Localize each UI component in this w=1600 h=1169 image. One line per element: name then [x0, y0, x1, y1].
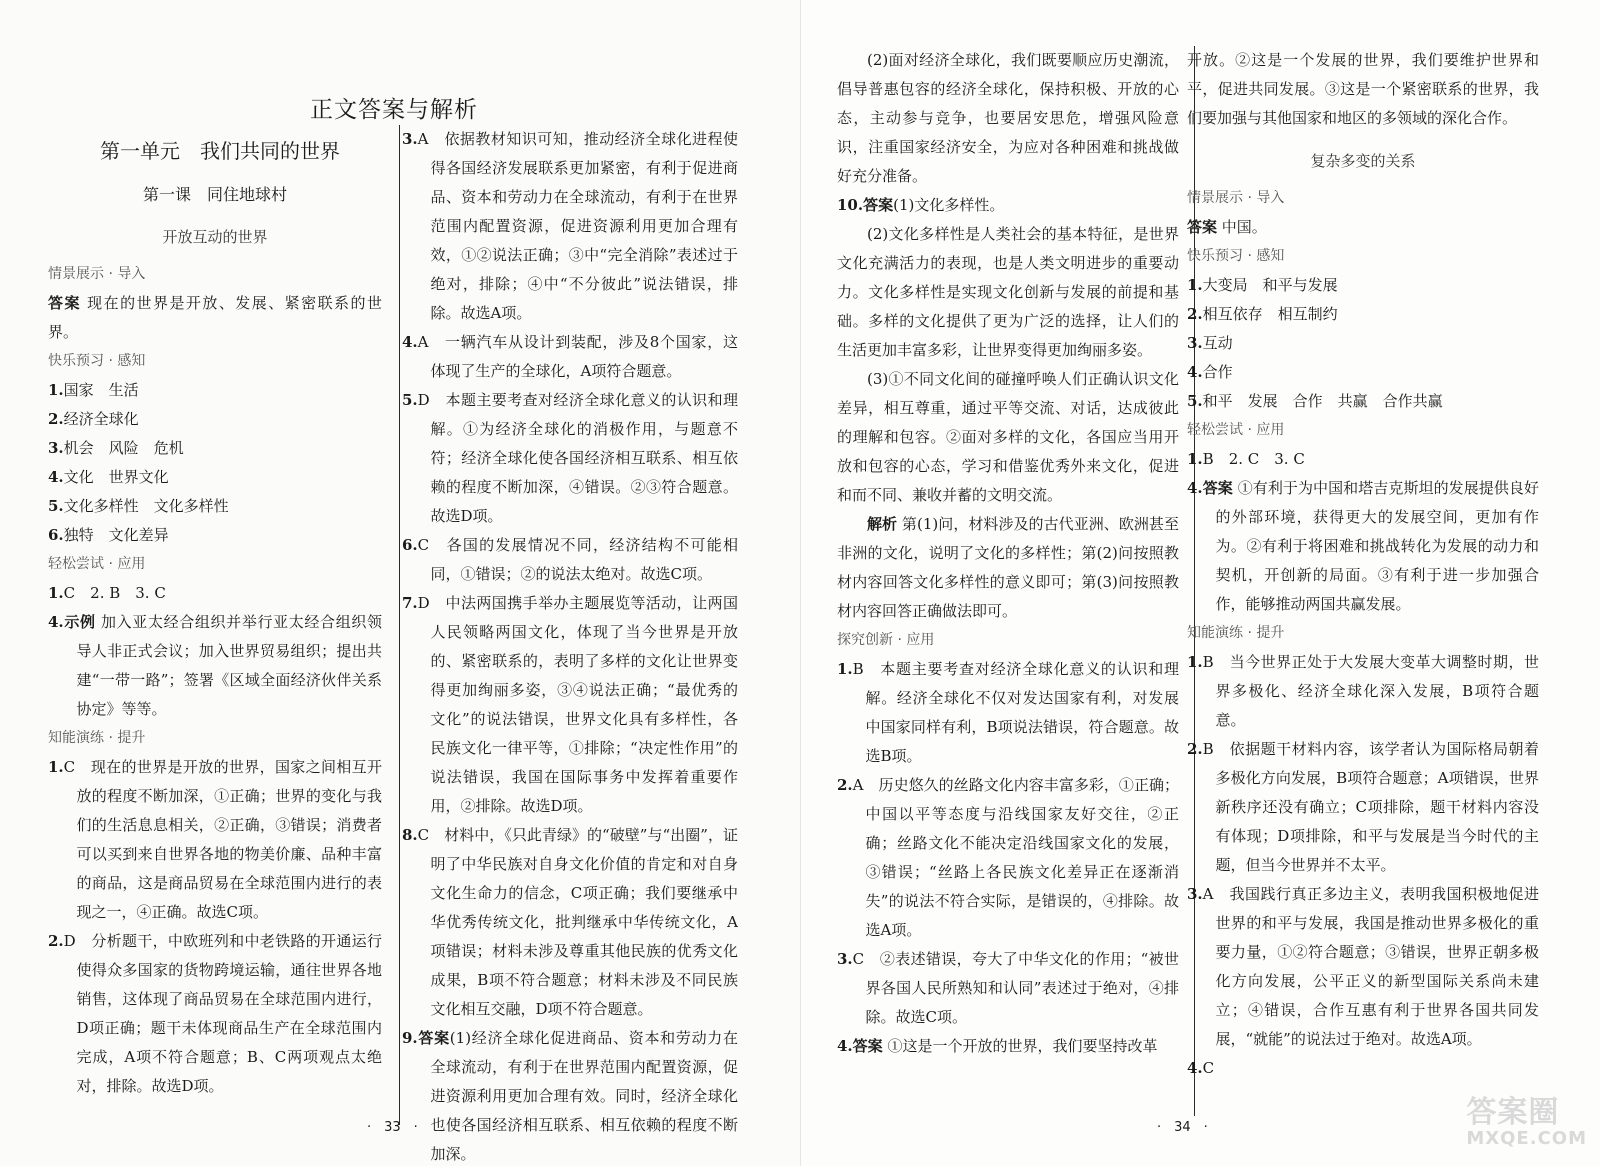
answer-number: 4. — [48, 468, 64, 486]
answer-text: ①这是一个开放的世界，我们要坚持改革 — [882, 1037, 1158, 1055]
answer-item — [837, 771, 1179, 945]
answer-text: A 一辆汽车从设计到装配，涉及8个国家，这体现了生产的全球化，A项符合题意。 — [417, 333, 738, 380]
answer-item — [1187, 300, 1539, 329]
answer-item — [48, 927, 382, 1101]
answer-item — [48, 608, 382, 724]
answer-number: 9. — [402, 1029, 418, 1047]
section-heading: 快乐预习 · 感知 — [1187, 248, 1285, 264]
page-34 — [800, 0, 1600, 1166]
answer-text: D 本题主要考查对经济全球化意义的认识和理解。①为经济全球化的消极作用，与题意不符；经济全球化使各国经济相互联系、相互依赖的程度不断加深，④错误。②③符合题意。故选D项。 — [417, 391, 738, 525]
answer-item — [837, 945, 1179, 1032]
answer-item — [1187, 387, 1539, 416]
answer-number: 8. — [402, 826, 418, 844]
answer-label: 答案 — [852, 1037, 883, 1055]
answer-number: 3. — [402, 130, 418, 148]
answer-item — [402, 821, 738, 1024]
answer-item — [1187, 445, 1539, 474]
answer-text: 国家 生活 — [63, 381, 139, 399]
answer-text: 现在的世界是开放、发展、紧密联系的世界。 — [48, 294, 382, 341]
answer-item — [402, 328, 738, 386]
section-heading: 情景展示 · 导入 — [48, 266, 146, 282]
answer-label: 答案 — [863, 196, 894, 214]
answer-item — [1187, 213, 1539, 242]
answer-text: 和平 发展 合作 共赢 合作共赢 — [1202, 392, 1443, 410]
answer-text: 开放。②这是一个发展的世界，我们要维护世界和平，促进共同发展。③这是一个紧密联系的世界，我们要加强与其他国家和地区的多领域的深化合作。 — [1187, 51, 1539, 127]
answer-item — [402, 589, 738, 821]
answer-paragraph — [837, 510, 1179, 626]
answer-number: 1. — [837, 660, 853, 678]
answer-number: 5. — [48, 497, 64, 515]
answer-text: B 2. C 3. C — [1202, 450, 1305, 468]
answer-text: C 材料中，《只此青绿》的“破壁”与“出圈”，证明了中华民族对自身文化价值的肯定和对自身文化生命力的信念，C项正确；我们要继承中华优秀传统文化，批判继承中华传统文化，A项错误；材料未涉及尊重其他民族的优秀文化成果，B项不符合题意；材料未涉及不同民族文化相互交融，D项不符合题意。 — [417, 826, 738, 1018]
answer-number: 2. — [1187, 740, 1203, 758]
answer-item — [48, 492, 382, 521]
answer-text: A 依据教材知识可知，推动经济全球化进程使得各国经济发展联系更加紧密，有利于促进商品、资本和劳动力在全球流动，有利于在世界范围内配置资源，促进资源利用更加合理有效，①②说法正确；③中“完全消除”表述过于绝对，排除；④中“不分彼此”说法错误，排除。故选A项。 — [417, 130, 738, 322]
section-heading: 轻松尝试 · 应用 — [1187, 422, 1285, 438]
answer-text: D 分析题干，中欧班列和中老铁路的开通运行使得众多国家的货物跨境运输，通往世界各地销售，这体现了商品贸易在全球范围内进行，D项正确；题干未体现商品生产在全球范围内完成，A项不符合题意；B、C两项观点太绝对，排除。故选D项。 — [63, 932, 382, 1095]
answer-number: 4. — [48, 613, 64, 631]
section-heading: 探究创新 · 应用 — [837, 632, 935, 648]
answer-item — [48, 579, 382, 608]
answer-text: (2)文化多样性是人类社会的基本特征，是世界文化充满活力的表现，也是人类文明进步的重要动力。文化多样性是实现文化创新与发展的前提和基础。多样的文化提供了更为广泛的选择，让人们的生活更加丰富多彩，让世界变得更加绚丽多姿。 — [837, 225, 1179, 359]
answer-number: 2. — [837, 776, 853, 794]
answer-label: 示例 — [63, 613, 96, 631]
answer-item — [1187, 1054, 1539, 1083]
answer-text: D 中法两国携手举办主题展览等活动，让两国人民领略两国文化，体现了当今世界是开放的、紧密联系的，表明了多样的文化让世界变得更加绚丽多姿，③④说法正确；“最优秀的文化”的说法错误，世界文化具有多样性，各民族文化一律平等，①排除；“决定性作用”的说法错误，我国在国际事务中发挥着重要作用，②排除。故选D项。 — [417, 594, 738, 815]
section-heading: 轻松尝试 · 应用 — [48, 556, 146, 572]
answer-number: 1. — [48, 584, 64, 602]
answer-number: 10. — [837, 196, 864, 214]
answer-item — [48, 289, 382, 347]
answer-item — [402, 531, 738, 589]
answer-item — [48, 463, 382, 492]
answer-text: 文化 世界文化 — [63, 468, 169, 486]
answer-number: 3. — [48, 439, 64, 457]
answer-item — [1187, 648, 1539, 735]
answer-number: 1. — [48, 758, 64, 776]
right-column-1 — [837, 46, 1179, 1061]
answer-number: 4. — [1187, 479, 1203, 497]
answer-item — [402, 125, 738, 328]
answer-text: B 当今世界正处于大发展大变革大调整时期，世界多极化、经济全球化深入发展，B项符合题意。 — [1202, 653, 1539, 729]
answer-text: (2)面对经济全球化，我们既要顺应历史潮流，倡导普惠包容的经济全球化，保持积极、开放的心态，主动参与竞争，也要居安思危，增强风险意识，注重国家经济安全，为应对各种困难和挑战做好充分准备。 — [837, 51, 1179, 185]
answer-number: 3. — [837, 950, 853, 968]
answer-number: 4. — [402, 333, 418, 351]
answer-number: 6. — [48, 526, 64, 544]
answer-text: 相互依存 相互制约 — [1202, 305, 1338, 323]
answer-number: 4. — [837, 1037, 853, 1055]
left-column-1 — [48, 125, 382, 1101]
answer-label: 解析 — [867, 515, 898, 533]
answer-number: 1. — [1187, 653, 1203, 671]
answer-label: 答案 — [48, 294, 81, 312]
watermark-logo — [1466, 1095, 1587, 1149]
column-divider — [399, 125, 400, 1125]
answer-text: C 现在的世界是开放的世界，国家之间相互开放的程度不断加深，①正确；世界的变化与我们的生活息息相关，②正确，③错误；消费者可以买到来自世界各地的物美价廉、品种丰富的商品，这是商品贸易在全球范围内进行的表现之一，④正确。故选C项。 — [63, 758, 382, 921]
answer-text: 经济全球化 — [63, 410, 139, 428]
answer-label: 答案 — [1187, 218, 1218, 236]
answer-text: 机会 风险 危机 — [63, 439, 184, 457]
answer-text: 加入亚太经合组织并举行亚太经合组织领导人非正式会议；加入世界贸易组织；提出共建“一带一路”；签署《区域全面经济伙伴关系协定》等等。 — [76, 613, 382, 718]
section-heading: 知能演练 · 提升 — [48, 730, 146, 746]
answer-item — [1187, 358, 1539, 387]
answer-item — [1187, 474, 1539, 619]
answer-text: A 我国践行真正多边主义，表明我国积极地促进世界的和平与发展，我国是推动世界多极化的重要力量，①②符合题意；③错误，世界正朝多极化方向发展，公平正义的新型国际关系尚未建立；④错误，合作互惠有利于世界各国共同发展，“就能”的说法过于绝对。故选A项。 — [1202, 885, 1539, 1048]
section-title: 复杂多变的关系 — [1310, 152, 1416, 170]
unit-title: 第一单元 我们共同的世界 — [100, 139, 340, 163]
answer-number: 7. — [402, 594, 418, 612]
answer-item — [48, 753, 382, 927]
answer-text: B 依据题干材料内容，该学者认为国际格局朝着多极化方向发展，B项符合题意；A项错误，世界新秩序还没有确立；C项排除，题干材料内容没有体现；D项排除，和平与发展是当今时代的主题，但当今世界并不太平。 — [1202, 740, 1539, 874]
answer-number: 2. — [48, 932, 64, 950]
answer-item — [48, 434, 382, 463]
answer-item — [837, 1032, 1179, 1061]
section-heading: 知能演练 · 提升 — [1187, 625, 1285, 641]
section-heading: 快乐预习 · 感知 — [48, 353, 146, 369]
answer-number: 3. — [1187, 885, 1203, 903]
answer-item — [48, 376, 382, 405]
answer-item — [48, 405, 382, 434]
answer-number: 4. — [1187, 1059, 1203, 1077]
answer-number: 5. — [1187, 392, 1203, 410]
answer-item — [1187, 735, 1539, 880]
answer-number: 2. — [48, 410, 64, 428]
answer-number: 4. — [1187, 363, 1203, 381]
page-33 — [0, 0, 800, 1166]
lesson-title: 第一课 同住地球村 — [142, 185, 287, 204]
answer-item — [1187, 880, 1539, 1054]
answer-item — [837, 655, 1179, 771]
answer-item — [1187, 271, 1539, 300]
answer-text: (3)①不同文化间的碰撞呼唤人们正确认识文化差异，相互尊重，通过平等交流、对话，达成彼此的理解和包容。②面对多样的文化，各国应当用开放和包容的心态，学习和借鉴优秀外来文化，促进和而不同、兼收并蓄的文明交流。 — [837, 370, 1179, 504]
watermark-text: 答案圈 — [1466, 1095, 1560, 1130]
answer-item — [837, 191, 1179, 220]
answer-number: 5. — [402, 391, 418, 409]
answer-paragraph — [837, 46, 1179, 191]
page-number: · 33 · — [367, 1120, 418, 1135]
answer-text: C ②表述错误，夸大了中华文化的作用；“被世界各国人民所熟知和认同”表述过于绝对，④排除。故选C项。 — [852, 950, 1179, 1026]
answer-item — [48, 521, 382, 550]
answer-item — [402, 1024, 738, 1169]
section-heading: 情景展示 · 导入 — [1187, 190, 1285, 206]
answer-item — [1187, 329, 1539, 358]
answer-text: 大变局 和平与发展 — [1202, 276, 1338, 294]
answer-text: 互动 — [1202, 334, 1233, 352]
answer-label: 答案 — [1202, 479, 1233, 497]
answer-text: ①有利于为中国和塔吉克斯坦的发展提供良好的外部环境，获得更大的发展空间，更加有作为。②有利于将困难和挑战转化为发展的动力和契机，开创新的局面。③有利于进一步加强合作，能够推动两国共赢发展。 — [1215, 479, 1539, 613]
answer-text: A 历史悠久的丝路文化内容丰富多彩，①正确；中国以平等态度与沿线国家友好交往，②正确；丝路文化不能决定沿线国家文化的发展，③错误；“丝路上各民族文化差异正在逐渐消失”的说法不符合实际，是错误的，④排除。故选A项。 — [852, 776, 1179, 939]
answer-item — [402, 386, 738, 531]
answer-text: C — [1202, 1059, 1215, 1077]
right-column-2 — [1187, 46, 1539, 1083]
answer-number: 1. — [1187, 276, 1203, 294]
answer-paragraph — [837, 365, 1179, 510]
answer-number: 2. — [1187, 305, 1203, 323]
answer-number: 1. — [48, 381, 64, 399]
answer-text: (1)经济全球化促进商品、资本和劳动力在全球流动，有利于在世界范围内配置资源，促进资源利用更加合理有效。同时，经济全球化也使各国经济相互联系、相互依赖的程度不断加深。 — [430, 1029, 738, 1163]
left-column-2 — [402, 125, 738, 1169]
answer-text: C 2. B 3. C — [63, 584, 166, 602]
answer-text: 中国。 — [1217, 218, 1267, 236]
answer-text: 文化多样性 文化多样性 — [63, 497, 229, 515]
answer-paragraph — [837, 220, 1179, 365]
answers-title: 正文答案与解析 — [310, 97, 478, 124]
page-number: · 34 · — [1157, 1120, 1208, 1135]
answer-text: (1)文化多样性。 — [893, 196, 1005, 214]
answer-number: 1. — [1187, 450, 1203, 468]
answer-text: C 各国的发展情况不同，经济结构不可能相同，①错误；②的说法太绝对。故选C项。 — [417, 536, 738, 583]
answer-number: 6. — [402, 536, 418, 554]
answer-label: 答案 — [417, 1029, 450, 1047]
watermark-url: MXQE.COM — [1466, 1128, 1587, 1149]
answer-text: 第(1)问，材料涉及的古代亚洲、欧洲甚至非洲的文化，说明了文化的多样性；第(2)问按照教材内容回答文化多样性的意义即可；第(3)问按照教材内容回答正确做法即可。 — [837, 515, 1179, 620]
answer-number: 3. — [1187, 334, 1203, 352]
answer-text: 独特 文化差异 — [63, 526, 169, 544]
answer-paragraph — [1187, 46, 1539, 133]
section-title: 开放互动的世界 — [162, 228, 268, 246]
answer-text: 合作 — [1202, 363, 1233, 381]
answer-text: B 本题主要考查对经济全球化意义的认识和理解。经济全球化不仅对发达国家有利，对发展中国家同样有利，B项说法错误，符合题意。故选B项。 — [852, 660, 1179, 765]
